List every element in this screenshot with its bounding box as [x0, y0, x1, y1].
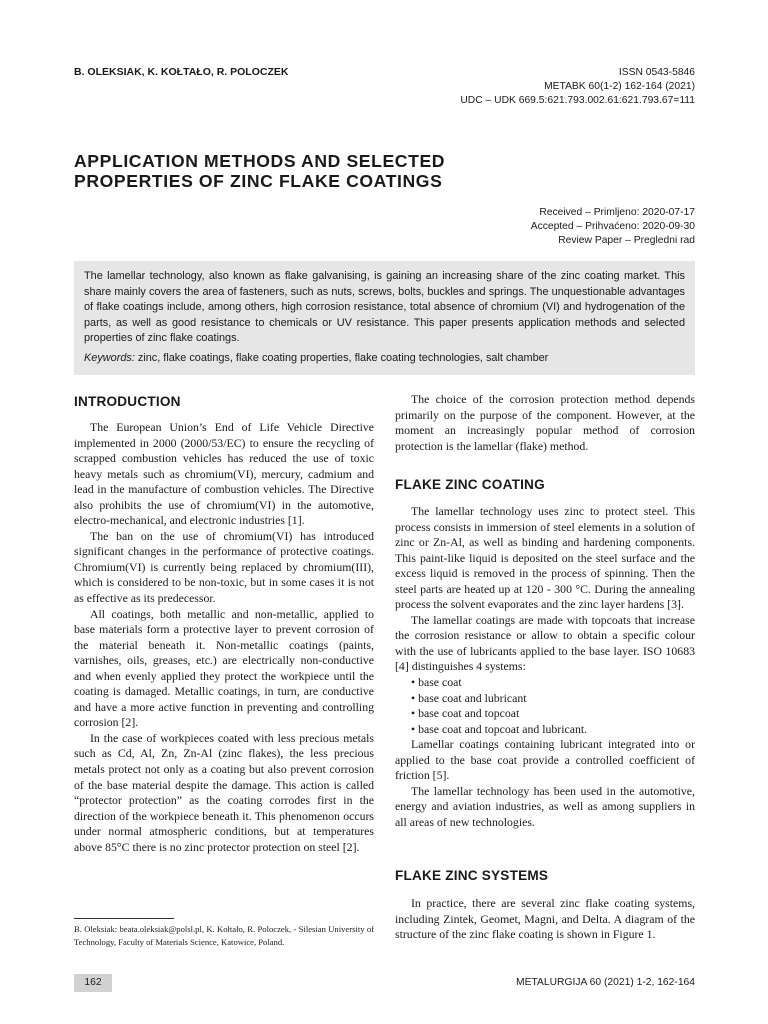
flake-zinc-coating-heading: FLAKE ZINC COATING — [395, 477, 545, 492]
introduction-heading: INTRODUCTION — [74, 394, 181, 409]
paper-title — [74, 151, 694, 191]
author-line: B. OLEKSIAK, K. KOŁTAŁO, R. POLOCZEK — [74, 66, 289, 78]
page-number: 162 — [74, 974, 112, 992]
abstract-text: The lamellar technology, also known as flake galvanising, is gaining an increasing share of the zinc coating market. This share mainly covers the area of fasteners, such as nuts, screws, bolts, buckles and springs. The unquestionable advantages of flake coatings include, among others, high corrosion resistance, total absence of chromium (VI) and hydrogenation of the parts, as well as good resistance to chemicals or UV resistance. This paper presents application methods and selected properties of zinc flake coatings. — [84, 270, 685, 345]
introduction-body — [74, 420, 374, 855]
right-intro-paragraph: The choice of the corrosion protection method depends primarily on the purpose of the component. However, at the moment an increasingly popular method of corrosion protection is the lamellar (flake) method. — [395, 392, 695, 453]
right-intro-body — [395, 392, 695, 454]
coating-paragraph-3: Lamellar coatings containing lubricant integrated into or applied to the base coat provide a controlled coefficient of friction [5]. — [395, 737, 695, 783]
coating-paragraph-2: The lamellar coatings are made with topcoats that increase the corrosion resistance or allow to obtain a specific colour with the use of lubricants applied to the base layer. ISO 10683 [4] distinguishes 4 systems: — [395, 612, 695, 674]
submission-dates — [531, 206, 695, 249]
issn: ISSN 0543-5846 — [618, 67, 695, 78]
coating-paragraph-1: The lamellar technology uses zinc to protect steel. This process consists in immersion of steel elements in a solution of zinc or Zn-Al, as well as binding and hardening components. This paint-like liquid is deposited on the steel surface and the excess liquid is removed in the process of spinning. Then the steel parts are heated up at 120 - 300 °C. During the annealing process the solvent evaporates and the zinc layer hardens [3]. — [395, 504, 695, 612]
metabk-reference: METABK 60(1-2) 162-164 (2021) — [544, 81, 695, 93]
systems-paragraph-1: In practice, there are several zinc flake coating systems, including Zintek, Geomet, Magni, and Delta. A diagram of the structure of the zinc flake coating is shown in Figure 1. — [395, 896, 695, 942]
intro-paragraph-1: The European Union’s End of Life Vehicle Directive implemented in 2000 (2000/53/EC) to ensure the recycling of scrapped combustion vehicles has reduced the use of toxic heavy metals such as chromium(VI), mercury, cadmium and lead in the manufacture of combustion vehicles. The Directive also prohibits the use of chromium(VI) in the automotive, electro-mechanical, and electronic industries [1]. — [74, 420, 374, 528]
coating-paragraph-4: The lamellar technology has been used in the automotive, energy and aviation industries, as well as among suppliers in all areas of new technologies. — [395, 783, 695, 829]
keywords — [84, 351, 685, 367]
keywords-label: Keywords: — [84, 351, 135, 364]
intro-paragraph-3: All coatings, both metallic and non-metallic, applied to base materials form a protective layer to prevent corrosion of the material beneath it. Non-metallic coatings (paints, varnishes, oils, greases, etc.) are electrically non-conductive and when evenly applied they protect the workpiece until the coating is damaged. Metallic coatings, in turn, are conductive and have a more active function in preventing and controlling corrosion [2]. — [74, 606, 374, 730]
abstract-box — [74, 261, 695, 375]
flake-zinc-systems-body — [395, 896, 695, 943]
intro-paragraph-4: In the case of workpieces coated with less precious metals such as Cd, Al, Zn, Zn-Al (zinc flakes), the less precious metals protect not only as a coating but also prevent corrosion of the base material despite the damage. This action is called “protector protection” as the coating corrodes first in the direction of the workpiece beneath it. This phenomenon occurs under normal atmospheric conditions, but at temperatures above 85°C there is no zinc protector protection on steel [2]. — [74, 730, 374, 854]
system-list-item: • base coat — [411, 675, 462, 690]
title-line-1: APPLICATION METHODS AND SELECTED — [74, 151, 446, 171]
journal-metadata — [460, 66, 695, 109]
system-list-item: • base coat and topcoat and lubricant. — [411, 721, 588, 736]
intro-paragraph-2: The ban on the use of chromium(VI) has introduced significant changes in the performance of protective coatings. Chromium(VI) is currently being replaced by chromium(III), which is considered to be non-toxic, but in some cases it is not as effective as its predecessor. — [74, 528, 374, 606]
udc-code: UDC – UDK 669.5:621.793.002.61:621.793.67=111 — [460, 95, 695, 107]
keywords-list: zinc, flake coatings, flake coating properties, flake coating technologies, salt chamber — [134, 351, 549, 364]
footnote-rule — [74, 918, 174, 919]
journal-footer: METALURGIJA 60 (2021) 1-2, 162-164 — [516, 977, 695, 988]
flake-zinc-systems-heading: FLAKE ZINC SYSTEMS — [395, 868, 549, 883]
author-footnote: B. Oleksiak: beata.oleksiak@polsl.pl, K. Kołtało, R. Poloczek, - Silesian University of Technology, Faculty of Materials Science, Katowice, Poland. — [74, 924, 374, 947]
system-list-item: • base coat and topcoat — [411, 706, 520, 721]
accepted-date: Accepted – Prihvaćeno: 2020-09-30 — [530, 221, 695, 233]
flake-zinc-coating-body — [395, 504, 695, 830]
paper-type: Review Paper – Pregledni rad — [558, 235, 695, 247]
received-date: Received – Primljeno: 2020-07-17 — [539, 207, 695, 218]
system-list-item: • base coat and lubricant — [411, 690, 527, 705]
title-line-2: PROPERTIES OF ZINC FLAKE COATINGS — [74, 171, 443, 191]
